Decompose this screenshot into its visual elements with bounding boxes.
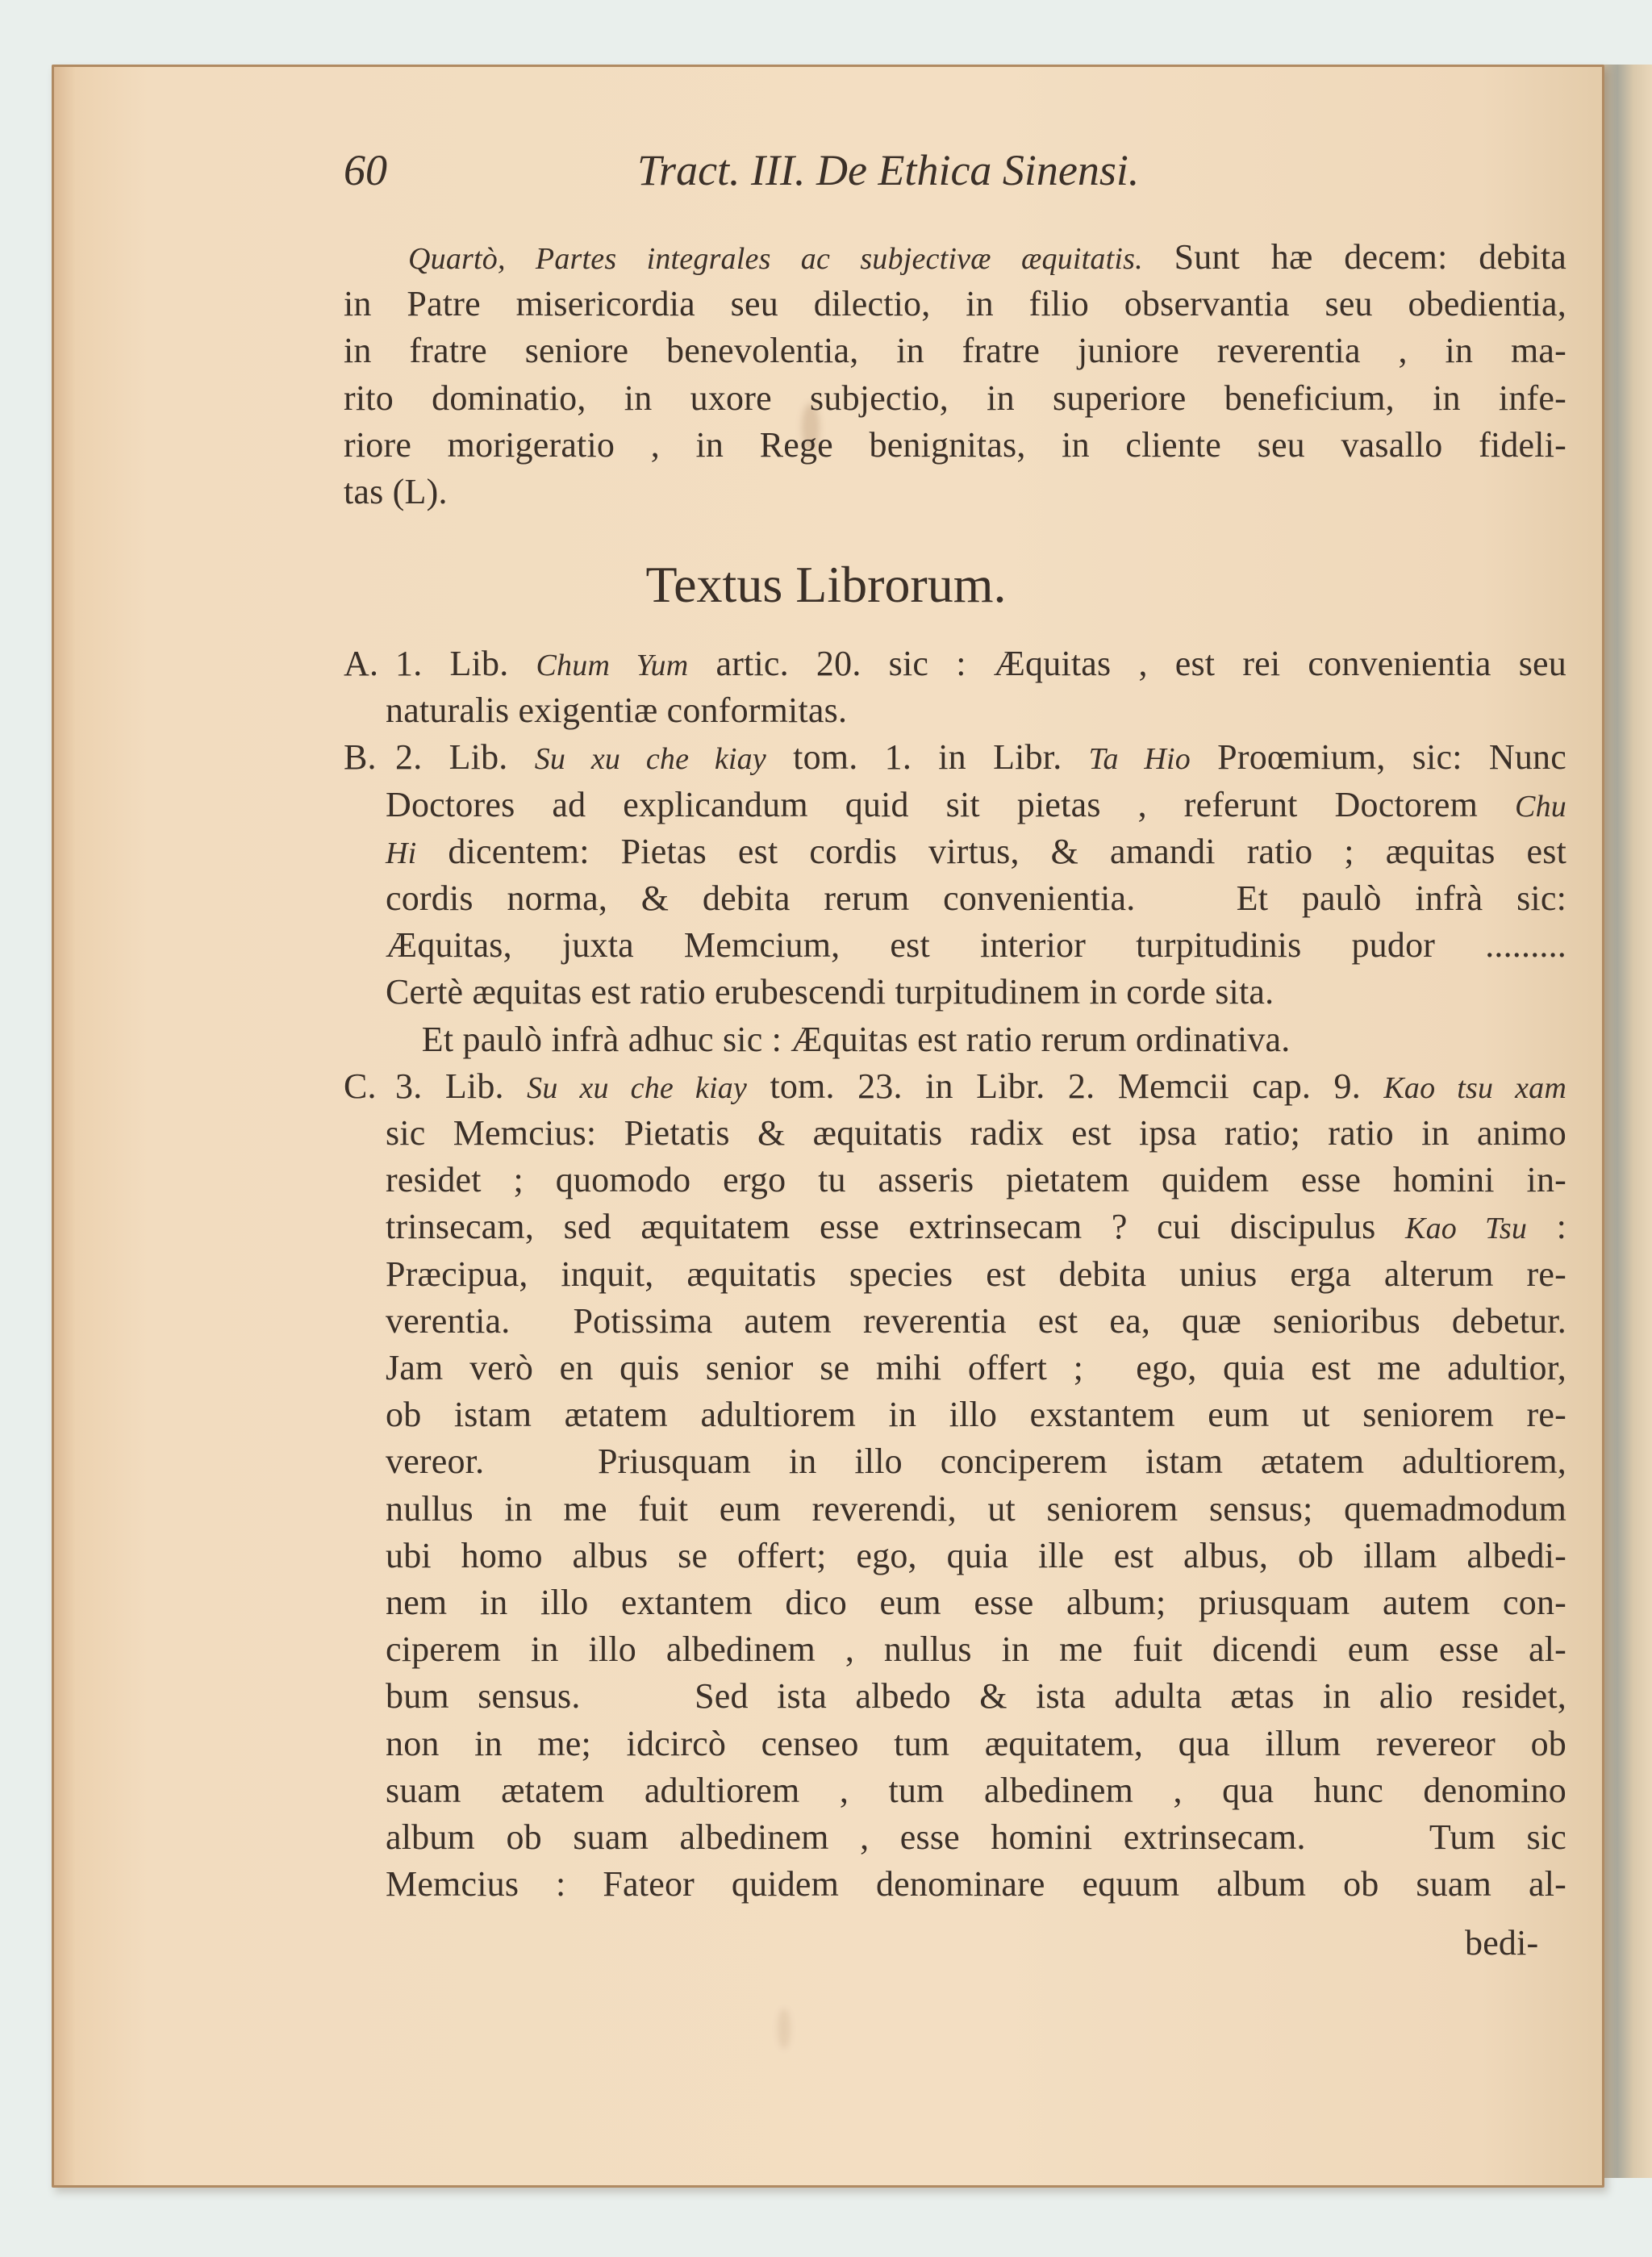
chinese-title-italic: Chu [1515, 789, 1566, 824]
entry-text: sic Memcius: Pietatis & æquitatis radix est ipsa ratio; ratio in animo [386, 1113, 1566, 1153]
entry-text: non in me; idcircò censeo tum æquitatem, qua illum revereor ob [386, 1723, 1566, 1763]
entry-text: vereor. Priusquam in illo conciperem istam ætatem adultiorem, [386, 1441, 1566, 1482]
entry-text: Præcipua, inquit, æquitatis species est debita unius erga alterum re- [386, 1254, 1566, 1294]
entry-text: Proœmium, sic: Nunc [1190, 737, 1566, 778]
intro-lead-italic: Quartò, Partes integrales ac subjectivæ æquitatis. [408, 242, 1143, 276]
entry-line [386, 1438, 1566, 1485]
entry-text: : [1527, 1207, 1566, 1247]
entry-line [386, 1251, 1566, 1298]
entry-text: cordis norma, & debita rerum convenientia. Et paulò infrà sic: [386, 878, 1566, 918]
page-number: 60 [344, 146, 387, 194]
entry-text: Jam verò en quis senior se mihi offert ; ego, quia est me adultior, [386, 1348, 1566, 1387]
chinese-title-italic: Su xu che kiay [534, 742, 766, 777]
entry-line [386, 969, 1274, 1016]
chinese-title-italic: Hi [386, 836, 417, 870]
entry-text: Æquitas, juxta Memcium, est interior turpitudinis pudor ......... [386, 925, 1566, 966]
entry-line [386, 1721, 1566, 1767]
entry-line [386, 782, 1566, 830]
entry-line [386, 1673, 1566, 1720]
entry-text: nullus in me fuit eum reverendi, ut seniorem sensus; quemadmodum [386, 1488, 1566, 1529]
intro-line-text: rito dominatio, in uxore subjectio, in superiore beneficium, in infe- [344, 378, 1566, 418]
entry-marker: C. [344, 1066, 377, 1106]
running-title: Tract. III. De Ethica Sinensi. [637, 146, 1140, 194]
chinese-title-italic: Chum Yum [536, 649, 689, 682]
entry-line [386, 922, 1566, 969]
entry-line [386, 1345, 1566, 1391]
entry-text: album ob suam albedinem , esse homini extrinsecam. Tum sic [386, 1817, 1566, 1857]
intro-line [344, 469, 448, 515]
entry-text: bum sensus. Sed ista albedo & ista adulta ætas in alio residet, [386, 1676, 1566, 1717]
entry-line [386, 1767, 1566, 1814]
entry-line [386, 828, 1566, 877]
entry-line [386, 1626, 1566, 1673]
entry-text: tom. 1. in Libr. [766, 737, 1089, 778]
catchword: bedi- [1465, 1923, 1539, 1963]
entry-text: naturalis exigentiæ conformitas. [386, 690, 848, 731]
entry-line [386, 1110, 1566, 1157]
chinese-title-italic: Su xu che kiay [527, 1070, 748, 1105]
entry-line [386, 1391, 1566, 1438]
entry-text: Certè æquitas est ratio erubescendi turpitudinem in corde sita. [386, 972, 1274, 1012]
entry-text: Et paulò infrà adhuc sic : Æquitas est ratio rerum ordinativa. [386, 1019, 1291, 1059]
paper-stain [778, 2009, 791, 2049]
entry-line [386, 1204, 1566, 1252]
intro-line [344, 422, 1566, 469]
entry-text: trinsecam, sed æquitatem esse extrinsecam ? cui discipulus [386, 1207, 1406, 1247]
intro-line [344, 375, 1566, 422]
entry-text: ciperem in illo albedinem , nullus in me fuit dicendi eum esse al- [386, 1629, 1566, 1670]
entry-text: residet ; quomodo ergo tu asseris pietatem quidem esse homini in- [386, 1160, 1566, 1200]
entry-line [386, 1579, 1566, 1626]
intro-line-text: in Patre misericordia seu dilectio, in filio observantia seu obedientia, [344, 284, 1566, 324]
entry-marker: B. [344, 737, 377, 778]
section-heading: Textus Librorum. [645, 556, 1007, 613]
intro-line [408, 234, 1566, 282]
entry-text: dicentem: Pietas est cordis virtus, & amandi ratio ; æquitas est [416, 831, 1566, 871]
entry-text: Memcius : Fateor quidem denominare equum album ob suam al- [386, 1864, 1566, 1904]
entry-line [386, 1533, 1566, 1579]
intro-line [344, 327, 1566, 374]
adjacent-page-edge [1601, 65, 1652, 2178]
entry-line [395, 1063, 1566, 1112]
entry-line [386, 1016, 1290, 1063]
entry-marker: A. [344, 644, 379, 683]
entry-line [386, 1157, 1566, 1204]
intro-line [344, 281, 1566, 327]
entry-line [395, 734, 1566, 782]
entry-text: 2. Lib. [395, 737, 535, 778]
chinese-title-italic: Kao tsu xam [1383, 1070, 1566, 1105]
entry-line [386, 875, 1566, 922]
entry-text: ob istam ætatem adultiorem in illo exstantem eum ut seniorem re- [386, 1395, 1566, 1435]
intro-line-text: tas (L). [344, 472, 448, 511]
entry-text: 3. Lib. [395, 1066, 528, 1106]
chinese-title-italic: Ta Hio [1088, 742, 1191, 777]
entry-text: verentia. Potissima autem reverentia est ea, quæ senioribus debetur. [386, 1300, 1566, 1341]
entry-text: suam ætatem adultiorem , tum albedinem , qua hunc denomino [386, 1770, 1566, 1810]
intro-line-text: Sunt hæ decem: debita [1142, 237, 1566, 277]
entry-line [386, 687, 847, 734]
entry-line [386, 1486, 1566, 1533]
entry-text: 1. Lib. [395, 644, 536, 683]
entry-text: nem in illo extantem dico eum esse album; priusquam autem con- [386, 1583, 1566, 1622]
chinese-title-italic: Kao Tsu [1405, 1212, 1528, 1246]
entry-line [395, 640, 1566, 689]
entry-text: tom. 23. in Libr. 2. Memcii cap. 9. [747, 1066, 1384, 1106]
intro-line-text: in fratre seniore benevolentia, in fratre juniore reverentia , in ma- [344, 331, 1566, 371]
entry-line [386, 1814, 1566, 1861]
entry-line [386, 1298, 1566, 1345]
entry-line [386, 1861, 1566, 1908]
entry-text: artic. 20. sic : Æquitas , est rei convenientia seu [688, 644, 1566, 683]
entry-text: Doctores ad explicandum quid sit pietas , referunt Doctorem [386, 784, 1516, 824]
intro-line-text: riore morigeratio , in Rege benignitas, in cliente seu vasallo fideli- [344, 424, 1566, 465]
entry-text: ubi homo albus se offert; ego, quia ille est albus, ob illam albedi- [386, 1535, 1566, 1575]
